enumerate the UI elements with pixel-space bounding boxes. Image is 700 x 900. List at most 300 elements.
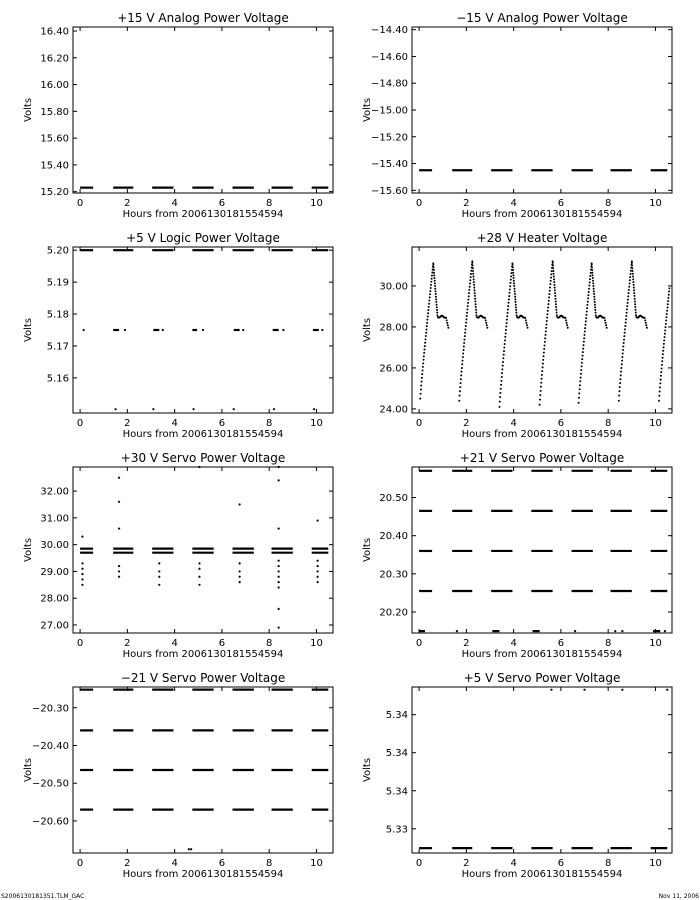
x-tick-label: 0 <box>76 858 84 869</box>
data-point <box>472 264 474 266</box>
data-point <box>278 627 280 629</box>
chart-3 <box>23 231 333 440</box>
x-tick-label: 4 <box>171 198 178 209</box>
data-point <box>550 277 552 279</box>
y-tick-label: 24.00 <box>379 404 408 416</box>
data-point <box>239 581 241 583</box>
data-point <box>242 329 244 331</box>
y-tick-label: −14.60 <box>370 51 408 63</box>
data-point <box>427 309 429 311</box>
data-point <box>593 296 595 298</box>
data-point <box>591 269 593 271</box>
data-point <box>420 393 422 395</box>
data-point <box>588 291 590 293</box>
x-tick-label: 6 <box>557 638 565 649</box>
data-point <box>436 312 438 314</box>
data-point <box>623 342 625 344</box>
y-tick-label: −20.30 <box>31 703 69 715</box>
y-tick-label: 15.80 <box>40 106 69 118</box>
data-point <box>81 536 83 538</box>
data-point <box>645 324 647 326</box>
data-point <box>459 395 461 397</box>
data-point <box>424 338 426 340</box>
data-point <box>585 320 587 322</box>
data-point <box>435 301 437 303</box>
data-point <box>118 477 120 479</box>
data-point <box>588 285 590 287</box>
x-tick-label: 10 <box>649 418 662 429</box>
data-point <box>239 576 241 578</box>
data-point <box>632 273 634 275</box>
data-point <box>508 302 510 304</box>
data-point <box>503 354 505 356</box>
x-tick-label: 8 <box>265 198 273 209</box>
x-tick-label: 10 <box>649 858 662 869</box>
data-point <box>499 396 501 398</box>
data-point <box>540 390 542 392</box>
data-point <box>539 404 541 406</box>
x-tick-label: 4 <box>171 418 178 429</box>
y-tick-label: −15.20 <box>370 132 408 144</box>
data-point <box>278 466 280 468</box>
x-axis-label: Hours from 2006130181554594 <box>461 209 623 220</box>
data-point <box>659 386 661 388</box>
data-point <box>546 317 548 319</box>
data-point <box>554 292 556 294</box>
data-point <box>500 388 502 390</box>
data-point <box>472 267 474 269</box>
x-tick-label: 0 <box>415 198 423 209</box>
data-point <box>462 353 464 355</box>
data-point <box>498 406 500 408</box>
data-point <box>278 560 280 562</box>
data-point <box>633 287 635 289</box>
data-point <box>420 389 422 391</box>
data-point <box>524 317 526 319</box>
y-tick-label: 28.00 <box>379 322 408 334</box>
data-point <box>635 312 637 314</box>
data-point <box>423 355 425 357</box>
chart-title: −15 V Analog Power Voltage <box>456 11 628 25</box>
x-tick-label: 8 <box>265 858 273 869</box>
y-tick-label: −20.50 <box>31 778 69 790</box>
data-point <box>592 280 594 282</box>
data-point <box>505 329 507 331</box>
data-point <box>509 292 511 294</box>
x-tick-label: 0 <box>415 638 423 649</box>
data-point <box>664 333 666 335</box>
data-point <box>621 630 623 632</box>
data-point <box>447 324 449 326</box>
x-tick-label: 2 <box>124 198 131 209</box>
data-point <box>461 367 463 369</box>
data-point <box>500 380 502 382</box>
data-point <box>631 262 633 264</box>
data-point <box>542 366 544 368</box>
data-point <box>583 341 585 343</box>
data-point <box>574 630 576 632</box>
data-point <box>503 347 505 349</box>
data-point <box>627 295 629 297</box>
data-point <box>114 408 116 410</box>
data-point <box>634 300 636 302</box>
data-point <box>662 353 664 355</box>
data-point <box>593 288 595 290</box>
data-point <box>623 335 625 337</box>
data-point <box>544 341 546 343</box>
data-point <box>614 630 616 632</box>
data-point <box>550 273 552 275</box>
x-tick-label: 6 <box>218 858 226 869</box>
data-point <box>500 384 502 386</box>
data-point <box>553 276 555 278</box>
data-point <box>583 334 585 336</box>
data-point <box>462 360 464 362</box>
data-point <box>506 315 508 317</box>
data-point <box>633 289 635 291</box>
data-point <box>526 324 528 326</box>
data-point <box>458 400 460 402</box>
data-point <box>424 342 426 344</box>
y-tick-label: −15.40 <box>370 159 408 171</box>
data-point <box>317 565 319 567</box>
data-point <box>552 267 554 269</box>
data-point <box>425 328 427 330</box>
data-point <box>433 266 435 268</box>
data-point <box>486 327 488 329</box>
y-tick-label: 16.40 <box>40 26 69 38</box>
data-point <box>659 382 661 384</box>
data-point <box>578 397 580 399</box>
data-point <box>436 314 438 316</box>
data-point <box>546 320 548 322</box>
data-point <box>664 336 666 338</box>
data-point <box>544 334 546 336</box>
y-tick-label: 29.00 <box>40 566 69 578</box>
data-point <box>622 346 624 348</box>
data-point <box>665 316 667 318</box>
data-point <box>555 306 557 308</box>
data-point <box>278 527 280 529</box>
y-tick-label: 16.00 <box>40 80 69 92</box>
data-point <box>426 322 428 324</box>
data-point <box>475 309 477 311</box>
data-point <box>431 272 433 274</box>
data-point <box>542 359 544 361</box>
data-point <box>621 360 623 362</box>
data-point <box>83 329 85 331</box>
data-point <box>508 298 510 300</box>
data-point <box>664 329 666 331</box>
data-point <box>502 357 504 359</box>
data-point <box>619 382 621 384</box>
data-point <box>507 309 509 311</box>
data-point <box>506 319 508 321</box>
data-point <box>428 303 430 305</box>
data-point <box>546 313 548 315</box>
data-point <box>504 336 506 338</box>
x-tick-label: 10 <box>310 638 323 649</box>
x-tick-label: 4 <box>171 638 178 649</box>
x-tick-label: 0 <box>76 198 84 209</box>
data-point <box>539 394 541 396</box>
y-tick-label: 30.00 <box>40 540 69 552</box>
data-point <box>525 322 527 324</box>
data-point <box>555 300 557 302</box>
data-point <box>587 301 589 303</box>
y-axis-label: Volts <box>362 757 373 783</box>
data-point <box>634 306 636 308</box>
chart-title: +5 V Servo Power Voltage <box>463 671 621 685</box>
data-point <box>485 322 487 324</box>
data-point <box>668 287 670 289</box>
chart-2 <box>362 11 672 220</box>
data-point <box>665 323 667 325</box>
y-tick-label: 26.00 <box>379 363 408 375</box>
x-tick-label: 8 <box>604 638 612 649</box>
data-point <box>548 296 550 298</box>
data-point <box>632 281 634 283</box>
x-axis-label: Hours from 2006130181554594 <box>122 429 284 440</box>
data-point <box>81 578 83 580</box>
y-tick-label: 27.00 <box>40 620 69 632</box>
data-point <box>513 285 515 287</box>
data-point <box>510 275 512 277</box>
data-point <box>549 286 551 288</box>
data-point <box>545 323 547 325</box>
data-point <box>233 408 235 410</box>
data-point <box>555 309 557 311</box>
plot-frame <box>73 467 333 633</box>
data-point <box>474 295 476 297</box>
data-point <box>499 392 501 394</box>
data-point <box>580 369 582 371</box>
data-point <box>549 283 551 285</box>
data-point <box>544 344 546 346</box>
data-point <box>595 312 597 314</box>
data-point <box>435 296 437 298</box>
data-point <box>425 335 427 337</box>
data-point <box>548 293 550 295</box>
data-point <box>429 290 431 292</box>
data-point <box>666 689 668 691</box>
data-point <box>317 570 319 572</box>
data-point <box>628 286 630 288</box>
x-tick-label: 2 <box>463 638 470 649</box>
data-point <box>555 298 557 300</box>
data-point <box>635 314 637 316</box>
data-point <box>426 325 428 327</box>
data-point <box>506 322 508 324</box>
data-point <box>158 576 160 578</box>
data-point <box>446 322 448 324</box>
data-point <box>564 317 566 319</box>
plot-frame <box>412 27 672 193</box>
data-point <box>658 400 660 402</box>
data-point <box>539 399 541 401</box>
data-point <box>501 368 503 370</box>
data-point <box>586 304 588 306</box>
data-point <box>502 365 504 367</box>
data-point <box>666 307 668 309</box>
y-tick-label: 5.34 <box>385 748 408 760</box>
plot-frame <box>73 27 333 193</box>
data-point <box>421 373 423 375</box>
x-tick-label: 6 <box>218 198 226 209</box>
data-point <box>515 301 517 303</box>
data-point <box>430 281 432 283</box>
data-point <box>663 340 665 342</box>
data-point <box>423 348 425 350</box>
data-point <box>604 319 606 321</box>
data-point <box>625 318 627 320</box>
y-tick-label: 5.17 <box>46 341 69 353</box>
data-point <box>239 562 241 564</box>
data-point <box>512 266 514 268</box>
data-point <box>470 270 472 272</box>
y-tick-label: 20.30 <box>379 569 408 581</box>
x-tick-label: 4 <box>171 858 178 869</box>
data-point <box>420 385 422 387</box>
data-point <box>581 362 583 364</box>
data-point <box>278 570 280 572</box>
data-point <box>627 302 629 304</box>
data-point <box>512 264 514 266</box>
data-point <box>484 317 486 319</box>
data-point <box>433 277 435 279</box>
data-point <box>551 270 553 272</box>
data-point <box>625 322 627 324</box>
data-point <box>634 298 636 300</box>
data-point <box>516 314 518 316</box>
data-point <box>547 310 549 312</box>
data-point <box>435 293 437 295</box>
data-point <box>627 299 629 301</box>
y-tick-label: 32.00 <box>40 486 69 498</box>
data-point <box>552 262 554 264</box>
data-point <box>554 295 556 297</box>
data-point <box>317 581 319 583</box>
data-point <box>632 278 634 280</box>
data-point <box>629 279 631 281</box>
data-point <box>81 562 83 564</box>
data-point <box>623 339 625 341</box>
data-point <box>431 275 433 277</box>
data-point <box>158 562 160 564</box>
chart-6 <box>362 451 672 660</box>
data-point <box>472 276 474 278</box>
data-point <box>466 312 468 314</box>
data-point <box>429 296 431 298</box>
x-tick-label: 0 <box>76 418 84 429</box>
data-point <box>466 315 468 317</box>
data-point <box>556 312 558 314</box>
y-axis-label: Volts <box>23 97 34 123</box>
data-point <box>512 272 514 274</box>
data-point <box>313 408 315 410</box>
data-point <box>579 384 581 386</box>
x-tick-label: 8 <box>265 638 273 649</box>
data-point <box>473 278 475 280</box>
x-tick-label: 0 <box>76 638 84 649</box>
data-point <box>621 689 623 691</box>
data-point <box>118 527 120 529</box>
data-point <box>595 314 597 316</box>
data-point <box>555 303 557 305</box>
data-point <box>632 270 634 272</box>
data-point <box>198 568 200 570</box>
data-point <box>515 312 517 314</box>
data-point <box>465 325 467 327</box>
data-point <box>81 573 83 575</box>
chart-5 <box>23 451 333 660</box>
data-point <box>514 293 516 295</box>
x-tick-label: 4 <box>510 418 517 429</box>
x-axis-label: Hours from 2006130181554594 <box>122 869 284 880</box>
data-point <box>626 308 628 310</box>
data-point <box>471 262 473 264</box>
data-point <box>464 335 466 337</box>
data-point <box>552 264 554 266</box>
data-point <box>545 330 547 332</box>
data-point <box>192 408 194 410</box>
data-point <box>624 332 626 334</box>
data-point <box>566 322 568 324</box>
data-point <box>527 327 529 329</box>
data-point <box>499 401 501 403</box>
y-tick-label: 5.34 <box>385 710 408 722</box>
y-tick-label: −14.40 <box>370 25 408 37</box>
data-point <box>162 329 164 331</box>
data-point <box>474 300 476 302</box>
y-tick-label: 15.60 <box>40 133 69 145</box>
data-point <box>467 305 469 307</box>
data-point <box>433 274 435 276</box>
data-point <box>662 357 664 359</box>
data-point <box>668 294 670 296</box>
x-tick-label: 6 <box>557 858 565 869</box>
y-tick-label: 5.19 <box>46 277 69 289</box>
data-point <box>660 371 662 373</box>
data-point <box>667 300 669 302</box>
x-axis-label: Hours from 2006130181554594 <box>461 869 623 880</box>
data-point <box>507 312 509 314</box>
data-point <box>582 355 584 357</box>
data-point <box>503 350 505 352</box>
data-point <box>622 353 624 355</box>
data-point <box>525 319 527 321</box>
data-point <box>514 296 516 298</box>
data-point <box>660 379 662 381</box>
data-point <box>663 346 665 348</box>
data-point <box>467 302 469 304</box>
data-point <box>594 306 596 308</box>
data-point <box>507 305 509 307</box>
x-axis-label: Hours from 2006130181554594 <box>122 649 284 660</box>
data-point <box>198 562 200 564</box>
data-point <box>619 386 621 388</box>
data-point <box>585 314 587 316</box>
y-axis-label: Volts <box>23 317 34 343</box>
y-axis-label: Volts <box>23 757 34 783</box>
data-point <box>548 300 550 302</box>
data-point <box>579 380 581 382</box>
data-point <box>152 408 154 410</box>
data-point <box>661 360 663 362</box>
data-point <box>436 309 438 311</box>
data-point <box>634 303 636 305</box>
data-point <box>621 356 623 358</box>
